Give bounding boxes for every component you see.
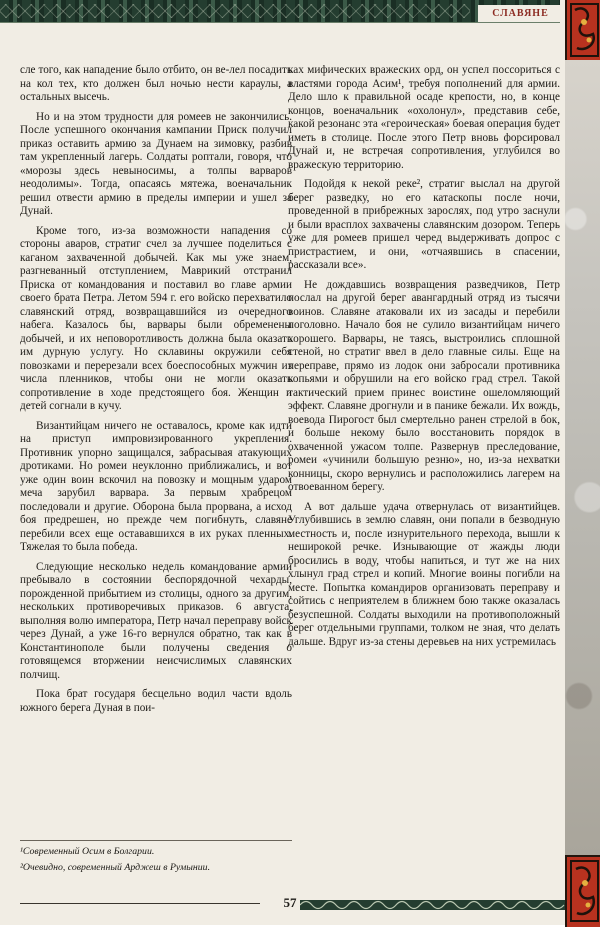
corner-ornament-icon [565,0,600,62]
footer-rule [20,903,260,904]
paragraph: Подойдя к некой реке², стратиг выслал на другой берег разведку, но его катаскопы после ночи, проведенной в прибрежных зарослях, под утро заснули и были врасплох захвачены славянским дозором. Теперь уже для ромеев пришел черед выдерживать допрос с пристрастием, и они, «отчаявшись в спасении, рассказали все». [288,178,560,271]
paragraph: Не дождавшись возвращения разведчиков, Петр послал на другой берег авангардный отряд из тысячи воинов. Славяне атаковали их из засады и перебили поголовно. Начало боя не сулило византийцам ничего хорошего. Варвары, не таясь, выстроились сплошной стеной, но стратиг ввел в дело главные силы. Еще на переправе, прямо из лодок они забросали противника копьями и обрушили на его войско град стрел. Такой тактический прием принес воистине ошеломляющий эффект. Славяне дрогнули и в панике бежали. Их вождь, воевода Пирогост был смертельно ранен стрелой в бок, и больше некому было восстановить порядок в охваченной ужасом толпе. Развернув преследование, ромеи «учинили большую резню», но, из-за нехватки конницы, скоро вернулись и расположились лагерем на отвоеванном берегу. [288,278,560,493]
paragraph: Пока брат государя бесцельно водил части вдоль южного берега Дуная в пои- [20,688,292,714]
paragraph: А вот дальше удача отвернулась от византийцев. Углубившись в землю славян, они попали в безводную местность и, после изнурительного перехода, вышли к неширокой речке. Изнывающие от жажды люди бросились в воду, чтобы напиться, и тут же на них хлынул град стрел и копий. Многие воины погибли на месте. Попытка командиров организовать переправу и сойтись с неприятелем в ближнем бою также оказалась безуспешной. Солдаты выходили на противоположный берег отдельными группами, толком не зная, что делать дальше. Вдруг из-за стены деревьев на них устремилась [288,500,560,648]
paragraph: Византийцам ничего не оставалось, кроме как идти на приступ импровизированного укрепления. Противник упорно защищался, забрасывая атакующих дротиками. Но ромеи неуклонно приближались, и вот уже один воин вскочил на повозку и мощным ударом меча зарубил варвара. За первым храбрецом последовали и другие. Оборона была прорвана, а исход боя предрешен, но прежде чем погибнуть, славяне перебили всех еще остававшихся в их руках пленных. Тяжелая то была победа. [20,419,292,553]
bottom-knot-band [300,896,565,914]
page-number: 57 [283,895,297,910]
paragraph: Следующие несколько недель командование армии пребывало в состоянии беспорядочной чехарды, порожденной прибытием из столицы, одного за другим, нескольких противоречивых приказов. 6 августа, выполняя волю императора, Петр начал переправу войск через Дунай, а уже 16-го вернулся обратно, так как в Константинополе были получены сведения о готовящемся вторжении неисчислимых славянских полчищ. [20,560,292,681]
paragraph: сле того, как нападение было отбито, он ве-лел посадить на кол тех, кто должен был ночью нести караулы, а остальных высечь. [20,64,292,103]
right-decorative-band [565,60,600,855]
footnote: ²Очевидно, современный Арджеш в Румынии. [20,862,211,873]
top-ornamental-band [0,0,560,23]
left-text-column [20,64,292,721]
knot-pattern [0,4,470,18]
paragraph: Кроме того, из-за возможности нападения со стороны аваров, стратиг счел за лучшее поделиться с каганом захваченной добычей. Как мы уже знаем, разгневанный отступлением, Маврикий отстранил Приска от командования и поставил во главе армии своего брата Петра. Летом 594 г. его войско перехватило славянский отряд, возвращавшийся из очередного набега. Казалось бы, варвары были обременены добычей, и их неповоротливость должна была оказать им дурную услугу. Но склавины окружили себя повозками и перерезали всех боеспособных мужчин из числа пленников, чтобы они не могли оказать сопротивление в ходе предстоящего боя. Женщин и детей согнали в кучу. [20,224,292,412]
footnotes [20,840,292,877]
section-title: СЛАВЯНЕ [492,8,549,19]
paragraph: ках мифических вражеских орд, он успел поссориться с властями города Асим¹, требуя пополнений для армии. Дело шло к правильной осаде крепости, но, в конце концов, военачальник «охолонул», представив себе, какой резонанс эта «героическая» боевая операция будет иметь в столице. После этого Петр вновь форсировал Дунай и, не встречая сопротивления, углубился во вражескую территорию. [288,64,560,171]
right-text-column [288,64,560,655]
footnote: ¹Современный Осим в Болгарии. [20,846,155,857]
paragraph: Но и на этом трудности для ромеев не закончились. После успешного окончания кампании Приск получил приказ оставить армию за Дунаем на зимовку, разбив там укрепленный лагерь. Солдаты роптали, говоря, что «морозы здесь невыносимы, а толпы варваров неодолимы». Тогда, опасаясь мятежа, военачальник решил отвести армию в пределы империи и ушел за Дунай. [20,110,292,217]
bottom-corner-ornament-icon [565,855,600,927]
